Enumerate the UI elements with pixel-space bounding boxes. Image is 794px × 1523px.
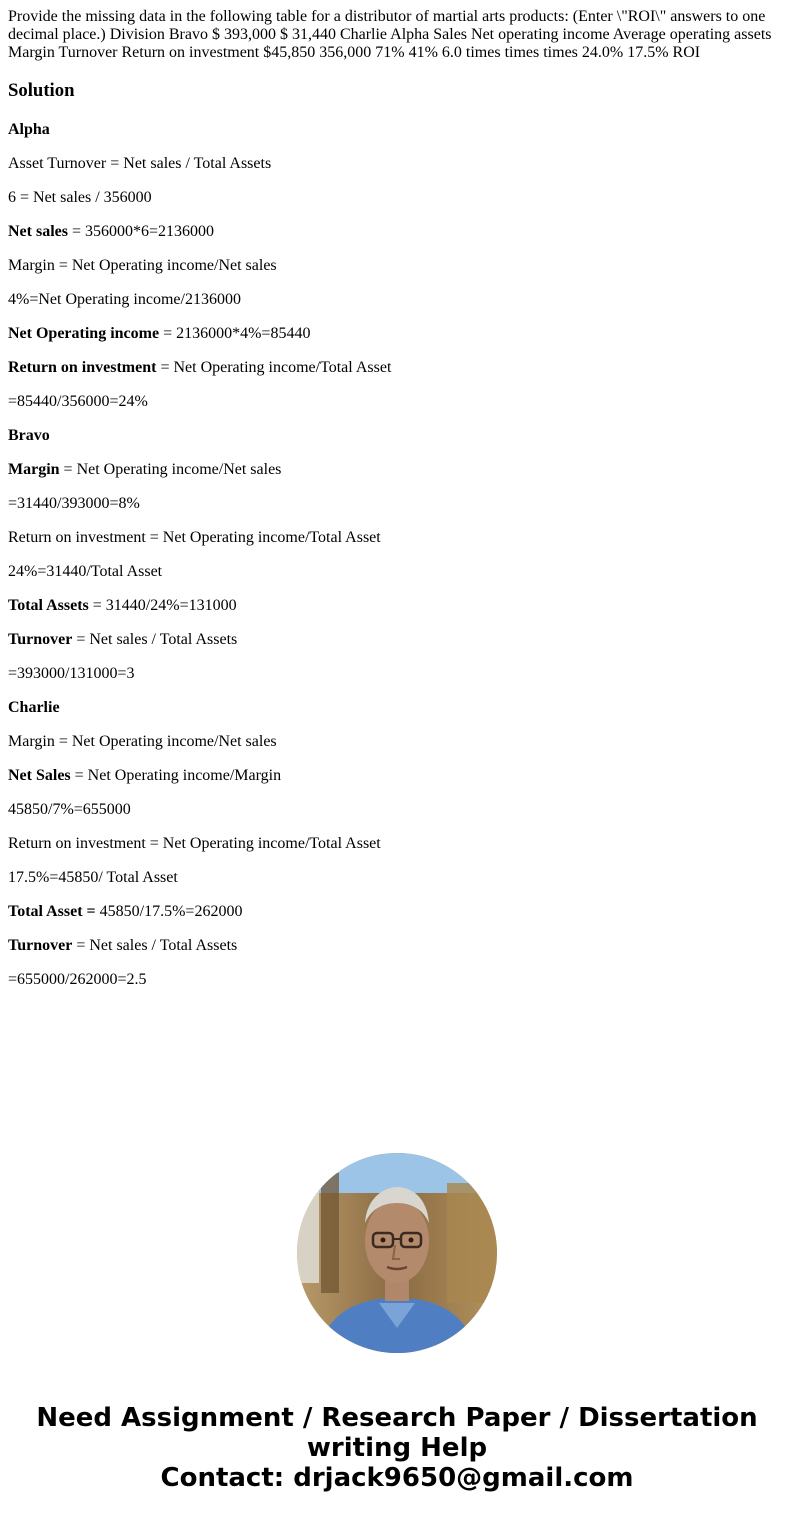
line-bold: Total Assets (8, 597, 89, 614)
solution-heading: Solution (8, 80, 75, 101)
solution-line (8, 971, 786, 1005)
line-text: = Net sales / Total Assets (72, 631, 238, 648)
line-text: 6 = Net sales / 356000 (8, 189, 152, 206)
solution-line (8, 767, 786, 801)
solution-line (8, 257, 786, 291)
line-bold: Net sales (8, 223, 68, 240)
line-text: Margin = Net Operating income/Net sales (8, 257, 277, 274)
solution-line (8, 937, 786, 971)
line-text: Asset Turnover = Net sales / Total Assets (8, 155, 272, 172)
solution-line (8, 665, 786, 699)
line-text: Return on investment = Net Operating income/Total Asset (8, 835, 381, 852)
line-text: = Net Operating income/Margin (70, 767, 282, 784)
solution-line (8, 359, 786, 393)
solution-line (8, 121, 786, 155)
solution-line (8, 733, 786, 767)
line-text: =31440/393000=8% (8, 495, 140, 512)
solution-line (8, 461, 786, 495)
line-bold: Turnover (8, 937, 73, 954)
solution-line (8, 155, 786, 189)
line-text: 17.5%=45850/ Total Asset (8, 869, 178, 886)
solution-line (8, 699, 786, 733)
solution-line (8, 563, 786, 597)
line-text: = Net Operating income/Total Asset (156, 359, 392, 376)
line-text: =85440/356000=24% (8, 393, 148, 410)
line-text: = Net sales / Total Assets (72, 937, 238, 954)
line-bold: Turnover (8, 631, 73, 648)
author-avatar (297, 1153, 497, 1353)
footer-line: writing Help (306, 1433, 488, 1463)
question-text: Provide the missing data in the following table for a distributor of martial arts products: (Enter \"ROI\" answers to one decimal place.) Division Bravo $ 393,000 $ 31,440 Charlie Alpha Sales Net operating income Average operating assets Margin Turnover Return on investment $45,850 356,000 71% 41% 6.0 times times times 24.0% 17.5% ROI (8, 8, 772, 61)
line-bold: Margin (8, 461, 60, 478)
solution-line (8, 801, 786, 835)
solution-line (8, 529, 786, 563)
solution-line (8, 189, 786, 223)
footer-contact (0, 1403, 794, 1493)
solution-line (8, 427, 786, 461)
solution-body (8, 121, 786, 1005)
solution-line (8, 325, 786, 359)
line-text: = Net Operating income/Net sales (59, 461, 282, 478)
solution-line (8, 291, 786, 325)
line-text: 4%=Net Operating income/2136000 (8, 291, 241, 308)
solution-line (8, 631, 786, 665)
line-bold: Alpha (8, 121, 50, 138)
line-bold: Charlie (8, 699, 60, 716)
line-text: 45850/17.5%=262000 (95, 903, 243, 920)
line-text: = 2136000*4%=85440 (159, 325, 311, 342)
footer-contact-email: Contact: drjack9650@gmail.com (160, 1463, 634, 1493)
solution-line (8, 495, 786, 529)
line-text: Return on investment = Net Operating income/Total Asset (8, 529, 381, 546)
footer-line: Need Assignment / Research Paper / Dissertation (36, 1403, 758, 1433)
line-text: = 356000*6=2136000 (67, 223, 215, 240)
solution-line (8, 869, 786, 903)
solution-line (8, 597, 786, 631)
line-text: 24%=31440/Total Asset (8, 563, 163, 580)
line-bold: Total Asset = (8, 903, 96, 920)
line-text: = 31440/24%=131000 (88, 597, 237, 614)
line-text: 45850/7%=655000 (8, 801, 131, 818)
line-bold: Net Operating income (8, 325, 160, 342)
line-text: =393000/131000=3 (8, 665, 135, 682)
solution-line (8, 903, 786, 937)
line-bold: Bravo (8, 427, 50, 444)
line-text: =655000/262000=2.5 (8, 971, 147, 988)
solution-line (8, 223, 786, 257)
solution-line (8, 393, 786, 427)
line-bold: Return on investment (8, 359, 157, 376)
line-text: Margin = Net Operating income/Net sales (8, 733, 277, 750)
line-bold: Net Sales (8, 767, 71, 784)
solution-line (8, 835, 786, 869)
